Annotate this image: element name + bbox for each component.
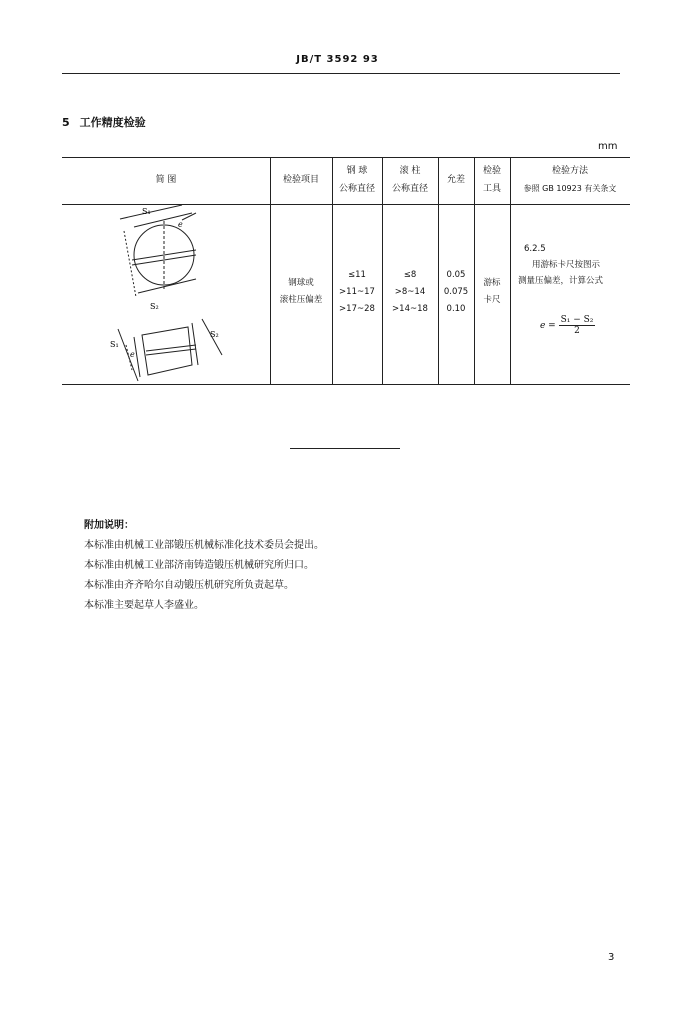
- notes-line: 本标准由机械工业部济南铸造锻压机械研究所归口。: [84, 560, 314, 571]
- tolerance-value: 0.10: [446, 304, 466, 314]
- label-s2-right: S₂: [210, 330, 219, 339]
- ball-values: [332, 267, 382, 318]
- label-s2-bottom: S₂: [150, 302, 159, 311]
- formula-denominator: 2: [574, 326, 580, 336]
- table-bottom-rule: [62, 384, 630, 385]
- page-number: 3: [608, 952, 615, 963]
- notes-title: 附加说明：: [84, 520, 134, 531]
- cylinder-values: [382, 267, 438, 318]
- ball-diagram: [120, 205, 196, 297]
- method-line1: 用游标卡尺按图示: [532, 260, 601, 270]
- item-line1: 钢球或: [288, 278, 314, 288]
- inspection-table: [62, 157, 630, 385]
- tolerance-value: 0.05: [446, 270, 466, 280]
- formula-fraction: [559, 315, 596, 336]
- header-tolerance: 允差: [446, 175, 465, 185]
- method-cell: [518, 241, 630, 289]
- ball-value: ≤11: [348, 270, 366, 280]
- header-method-line1: 检验方法: [551, 166, 588, 176]
- header-cyl-line1: 滚 柱: [399, 166, 421, 176]
- header-ball-diameter: [332, 162, 382, 198]
- standard-code: JB/T 3592 93: [296, 54, 379, 65]
- formula-lhs: e =: [540, 321, 556, 331]
- label-e-bottom: e: [130, 350, 135, 359]
- header-cyl-line2: 公称直径: [391, 184, 428, 194]
- item-cell: [270, 275, 332, 309]
- header-item: 检验项目: [282, 175, 319, 185]
- notes-line: 本标准主要起草人李盛业。: [84, 600, 204, 611]
- header-ball-line2: 公称直径: [338, 184, 375, 194]
- end-rule: [290, 448, 400, 449]
- item-line2: 滚柱压偏差: [279, 295, 323, 305]
- formula: [540, 315, 595, 336]
- tolerance-values: [438, 267, 474, 318]
- label-s1-top: S₁: [142, 207, 151, 216]
- tolerance-value: 0.075: [443, 287, 469, 297]
- cyl-value: ≤8: [403, 270, 417, 280]
- cyl-value: >8~14: [394, 287, 426, 297]
- col-divider: [270, 157, 271, 385]
- ball-value: >11~17: [339, 287, 375, 297]
- header-cylinder-diameter: [382, 162, 438, 198]
- formula-numerator: S₁ − S₂: [560, 315, 594, 325]
- section-number: 5: [62, 116, 70, 129]
- section-title: [62, 114, 146, 130]
- header-tool-line1: 检验: [482, 166, 501, 176]
- ball-value: >17~28: [339, 304, 375, 314]
- header-ball-line1: 钢 球: [346, 166, 368, 176]
- notes-line: 本标准由齐齐哈尔自动锻压机研究所负责起草。: [84, 580, 294, 591]
- notes-line: 本标准由机械工业部锻压机械标准化技术委员会提出。: [84, 540, 324, 551]
- unit-label: mm: [598, 141, 618, 152]
- section-title-text: 工作精度检验: [79, 116, 146, 129]
- method-clause: 6.2.5: [524, 244, 546, 254]
- label-s1-bottom: S₁: [110, 340, 119, 349]
- header-diagram: 简 图: [155, 175, 177, 185]
- method-line2: 测量压偏差，计算公式: [518, 276, 604, 286]
- header-tool-line2: 工具: [482, 184, 501, 194]
- measurement-diagram: [92, 205, 262, 383]
- cyl-value: >14~18: [392, 304, 428, 314]
- header-method-line2: 参照 GB 10923 有关条文: [523, 184, 617, 193]
- table-top-rule: [62, 157, 630, 158]
- tool-cell: [474, 275, 510, 309]
- tool-line2: 卡尺: [483, 295, 501, 305]
- header-rule: [62, 73, 620, 74]
- header-tool: [474, 162, 510, 198]
- header-method: [510, 162, 630, 198]
- tool-line1: 游标: [483, 278, 501, 288]
- label-e-top: e: [178, 220, 183, 229]
